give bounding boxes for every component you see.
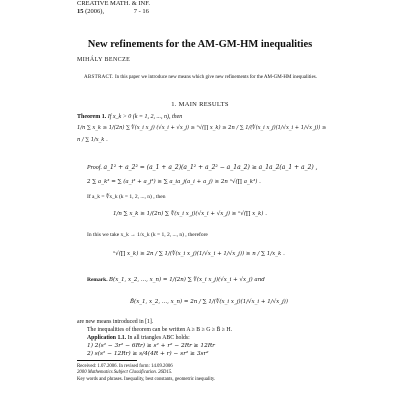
paper-title: New refinements for the AM-GM-HM inequalities — [87, 39, 313, 50]
footnotes — [77, 364, 215, 383]
footnote-received: Received: 1.07.2006. In revised form: 14.09.2006 — [77, 364, 173, 369]
author-name: MIHÁLY BENCZE — [77, 57, 131, 63]
footnote-keywords: Key words and phrases. Inequality, best constants, geometric inequality. — [77, 376, 216, 382]
proof-label: Proof. — [87, 165, 102, 171]
application-heading — [87, 334, 190, 342]
journal-volume-line — [77, 8, 150, 16]
theorem-text: If x_k > 0 (k = 1, 2, ..., n), then — [107, 114, 183, 120]
journal-header — [77, 0, 150, 16]
application-text: In all triangles ABC holds: — [127, 335, 190, 341]
proof-formula4: 1/n ∑ x_k ≥ 1/(2n) ∑ ∜(x_i x_j)(√x_i + √x_j) ≥ ⁿ√(∏ x_k) . — [113, 211, 267, 217]
footnote-msc: 2000 Mathematics Subject Classification. 26D15. — [77, 370, 173, 376]
remark-formula1: B(x_1, x_2, ..., x_n) = 1/(2n) ∑ ∜(x_i x_j)(√x_i + √x_j) and — [109, 277, 265, 283]
body-means-introduced: are new means introduced in [1]. — [77, 319, 154, 325]
application-label: Application 1.1. — [87, 335, 127, 341]
remark-formula2: B̄(x_1, x_2, ..., x_n) = 2n / ∑ 1/(∜(x_i x_j)(1/√x_i + 1/√x_j)) — [130, 299, 288, 305]
proof-formula2: 2 ∑ a_k³ = ∑ (a_i³ + a_j³) ≥ ∑ a_ia_j(a_i + a_j) ≥ 2n ⁿ√(∏ a_k³) . — [87, 179, 261, 185]
proof-formula6: ⁿ√(∏ x_k) ≥ 2n / ∑ 1/(∜(x_i x_j)(1/√x_i + 1/√x_j)) ≥ n / ∑ 1/x_k . — [113, 251, 285, 257]
application-item1: 1) 2(s² − 3r² − 6Rr) ≥ s² + r² − 2Rr ≥ 12Rr — [87, 343, 215, 349]
theorem-formula-line1: 1/n ∑ x_k ≥ 1/(2n) ∑ ∜(x_i x_j) (√x_i + √x_j) ≥ ⁿ√(∏ x_k) ≥ 2n / ∑ 1/(∜(x_i x_j)(1/√x_i + 1/√x_j)) ≥ — [77, 125, 327, 131]
body-inequalities: The inequalities of theorem can be written A ≥ B ≥ G ≥ B̄ ≥ H. — [87, 327, 233, 333]
application-item2: 2) s(s² − 12Rr) ≥ s/4(4R + r) − sr² ≥ 3sr² — [87, 351, 209, 357]
journal-name: CREATIVE MATH. & INF. — [77, 0, 150, 7]
volume-number: 15 — [77, 8, 84, 15]
page-range: 7 - 16 — [133, 8, 149, 15]
abstract-text: In this paper we introduce new means which give new refinements for the AM-GM-HM inequalities. — [114, 75, 317, 80]
section-heading: 1. MAIN RESULTS — [171, 101, 229, 108]
remark-line1 — [87, 276, 265, 284]
theorem-statement — [77, 113, 182, 121]
abstract-label: ABSTRACT. — [84, 75, 114, 80]
theorem-formula-line2: n / ∑ 1/x_k . — [77, 137, 108, 143]
abstract — [84, 74, 324, 81]
proof-substitution: If a_k = ∜x_k (k = 1, 2, ..., n) , then — [87, 194, 166, 200]
proof-line1 — [87, 164, 318, 172]
proof-formula1: a_1² + a_2² = (a_1 + a_2)(a_1² + a_2² − a_1a_2) ≥ a_1a_2(a_1 + a_2) , — [103, 164, 318, 171]
footnote-rule — [77, 360, 137, 361]
proof-transform: In this we take x_k → 1/x_k (k = 1, 2, ..., n) , therefore — [87, 232, 208, 238]
year: (2006), — [85, 8, 105, 15]
theorem-label: Theorem 1. — [77, 114, 107, 120]
remark-label: Remark. — [87, 277, 108, 283]
